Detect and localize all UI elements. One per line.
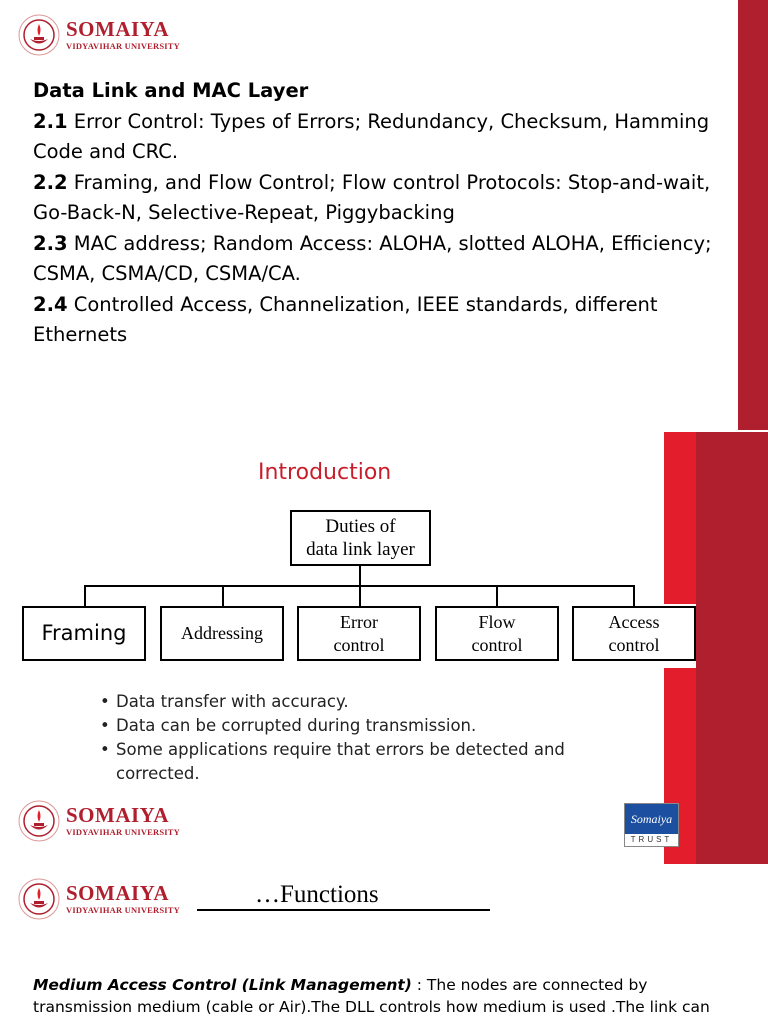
somaiya-emblem-icon	[16, 798, 62, 844]
slide-title: Data Link and MAC Layer	[33, 79, 309, 102]
bullet-text: Some applications require that errors be detected and corrected.	[116, 740, 565, 783]
diagram-box-label: control	[333, 634, 385, 655]
paragraph-lead: Medium Access Control (Link Management)	[33, 976, 412, 994]
diagram-box-label: Error	[340, 611, 378, 632]
bullet-text: Data can be corrupted during transmission.	[116, 716, 477, 735]
somaiya-logo	[16, 798, 180, 844]
list-item: • Data transfer with accuracy.	[100, 690, 620, 714]
logo-subtitle: VIDYAVIHAR UNIVERSITY	[66, 41, 181, 52]
bullet-list	[100, 690, 620, 786]
connector-line	[359, 585, 361, 607]
item-text: Controlled Access, Channelization, IEEE standards, different Ethernets	[33, 292, 658, 346]
syllabus-item	[33, 290, 723, 351]
syllabus-item	[33, 229, 723, 290]
logo-name: SOMAIYA	[66, 803, 170, 828]
syllabus-item	[33, 168, 723, 229]
diagram-root-line: Duties of	[325, 516, 396, 537]
decorative-bar	[696, 432, 768, 864]
diagram-box-framing	[22, 606, 146, 661]
slide-title: …Functions	[255, 881, 379, 908]
logo-name: SOMAIYA	[66, 881, 170, 906]
bullet-text: Data transfer with accuracy.	[116, 692, 349, 711]
syllabus-item	[33, 107, 723, 168]
list-item: • Some applications require that errors be detected and corrected.	[100, 738, 620, 786]
somaiya-emblem-icon	[16, 876, 62, 922]
slide-title: Introduction	[258, 460, 392, 485]
connector-line	[84, 585, 86, 607]
diagram-box-label: control	[608, 634, 660, 655]
item-text: MAC address; Random Access: ALOHA, slotted ALOHA, Efficiency; CSMA, CSMA/CD, CSMA/CA.	[33, 231, 712, 285]
logo-subtitle: VIDYAVIHAR UNIVERSITY	[66, 827, 181, 838]
paragraph-text: : The nodes are connected by transmission medium (cable or Air).The DLL controls how medium is used .The link can	[33, 976, 710, 1016]
functions-paragraph	[33, 974, 733, 1018]
somaiya-logo	[16, 876, 180, 922]
title-underline	[197, 909, 490, 911]
syllabus-text	[33, 76, 723, 351]
connector-line	[496, 585, 498, 607]
connector-line	[633, 585, 635, 607]
item-number: 2.1	[33, 109, 68, 133]
diagram-box-label: control	[471, 634, 523, 655]
diagram-box-label: Access	[608, 611, 660, 632]
item-number: 2.4	[33, 292, 68, 316]
diagram-box-addressing	[160, 606, 284, 661]
logo-subtitle: VIDYAVIHAR UNIVERSITY	[66, 905, 181, 916]
somaiya-logo	[16, 12, 180, 58]
item-text: Framing, and Flow Control; Flow control Protocols: Stop-and-wait, Go-Back-N, Selective-Repeat, Piggybacking	[33, 170, 711, 224]
item-number: 2.2	[33, 170, 68, 194]
somaiya-emblem-icon	[16, 12, 62, 58]
diagram-root-line: data link layer	[306, 539, 415, 560]
diagram-box-error-control	[297, 606, 421, 661]
diagram-box-flow-control	[435, 606, 559, 661]
trust-logo-script: Somaiya	[625, 804, 678, 834]
somaiya-trust-logo	[624, 803, 679, 847]
list-item: • Data can be corrupted during transmission.	[100, 714, 620, 738]
connector-line	[359, 566, 361, 586]
diagram-box-label: Addressing	[181, 623, 263, 643]
decorative-bar	[738, 0, 768, 430]
decorative-bar	[664, 432, 696, 604]
trust-logo-word: TRUST	[630, 835, 673, 844]
item-number: 2.3	[33, 231, 68, 255]
diagram-box-access-control	[572, 606, 696, 661]
diagram-box-label: Flow	[478, 611, 516, 632]
connector-line	[222, 585, 224, 607]
logo-name: SOMAIYA	[66, 17, 170, 42]
item-text: Error Control: Types of Errors; Redundancy, Checksum, Hamming Code and CRC.	[33, 109, 710, 163]
diagram-box-label: Framing	[41, 621, 127, 645]
diagram-root-box	[290, 510, 431, 566]
